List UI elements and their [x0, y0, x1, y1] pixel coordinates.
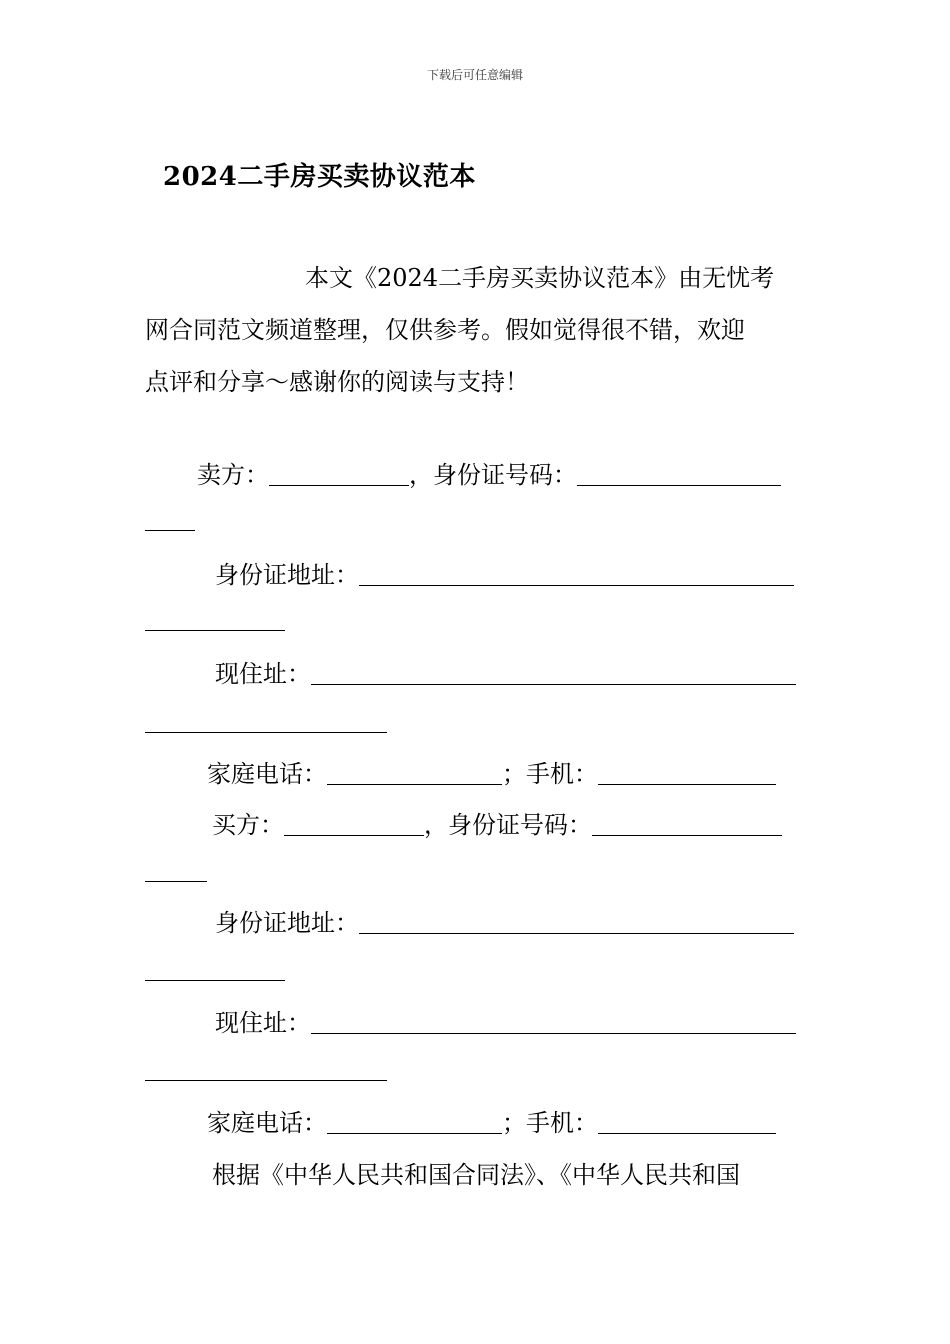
- seller-current-address-row: [215, 657, 796, 689]
- seller-id-address-label: 身份证地址：: [215, 561, 359, 589]
- buyer-current-address-label: 现住址：: [215, 1009, 311, 1037]
- seller-label: 卖方：: [197, 461, 269, 489]
- seller-mobile-label: ；手机：: [502, 760, 598, 788]
- buyer-name-field[interactable]: [284, 811, 424, 836]
- intro-line-2: 网合同范文频道整理，仅供参考。假如觉得很不错，欢迎: [145, 316, 745, 344]
- buyer-id-address-label: 身份证地址：: [215, 909, 359, 937]
- buyer-id-field[interactable]: [592, 811, 782, 836]
- seller-id-address-row: [215, 558, 794, 590]
- seller-id-label: ，身份证号码：: [409, 461, 577, 489]
- buyer-id-address-field-cont: [145, 980, 285, 981]
- seller-phone-label: 家庭电话：: [207, 760, 327, 788]
- seller-name-field[interactable]: [269, 461, 409, 486]
- seller-current-address-label: 现住址：: [215, 660, 311, 688]
- buyer-id-address-field[interactable]: [359, 909, 794, 934]
- buyer-current-address-row: [215, 1006, 796, 1038]
- seller-id-field[interactable]: [577, 461, 781, 486]
- buyer-phone-row: [207, 1106, 776, 1138]
- seller-id-address-field[interactable]: [359, 561, 794, 586]
- buyer-id-label: ，身份证号码：: [424, 811, 592, 839]
- seller-current-address-field-cont: [145, 732, 387, 733]
- document-title: 2024二手房买卖协议范本: [163, 162, 476, 192]
- header-note: 下载后可任意编辑: [426, 68, 523, 82]
- buyer-phone-field[interactable]: [327, 1109, 502, 1134]
- seller-current-address-field[interactable]: [311, 660, 796, 685]
- buyer-mobile-field[interactable]: [598, 1109, 776, 1134]
- intro-line-3: 点评和分享～感谢你的阅读与支持！: [145, 368, 529, 396]
- buyer-phone-label: 家庭电话：: [207, 1109, 327, 1137]
- seller-phone-field[interactable]: [327, 760, 502, 785]
- buyer-current-address-field-cont: [145, 1080, 387, 1081]
- buyer-id-address-row: [215, 906, 794, 938]
- seller-mobile-field[interactable]: [598, 760, 776, 785]
- buyer-label: 买方：: [212, 811, 284, 839]
- buyer-id-field-cont: [145, 881, 207, 882]
- intro-line-1: 本文《2024二手房买卖协议范本》由无忧考: [305, 264, 775, 292]
- seller-phone-row: [207, 757, 776, 789]
- buyer-current-address-field[interactable]: [311, 1009, 796, 1034]
- seller-row: [197, 458, 781, 490]
- buyer-row: [212, 808, 782, 840]
- closing-line: 根据《中华人民共和国合同法》、《中华人民共和国: [212, 1161, 740, 1189]
- seller-id-address-field-cont: [145, 630, 285, 631]
- buyer-mobile-label: ；手机：: [502, 1109, 598, 1137]
- seller-id-field-cont: [145, 530, 195, 531]
